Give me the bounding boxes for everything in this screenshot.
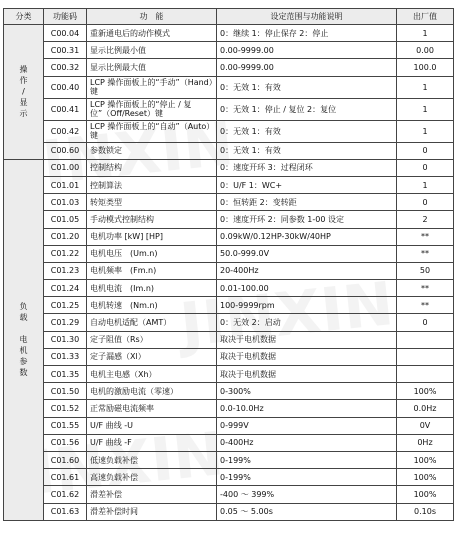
cell-setting: 0.05 ～ 5.00s (217, 503, 397, 520)
cell-code: C01.00 (44, 159, 87, 176)
table-row (4, 176, 454, 193)
cell-setting: 20-400Hz (217, 262, 397, 279)
table-row (4, 469, 454, 486)
cell-name: 滑差补偿时间 (87, 503, 217, 520)
table-row (4, 42, 454, 59)
cell-name: LCP 操作面板上的“自动”（Auto）键 (87, 120, 217, 142)
table-row (4, 451, 454, 468)
table-row (4, 211, 454, 228)
cell-default: 1 (397, 25, 454, 42)
cell-name: 参数锁定 (87, 142, 217, 159)
cell-code: C01.01 (44, 176, 87, 193)
cell-setting: 0：恒转距 2：变转距 (217, 194, 397, 211)
header-default: 出厂值 (397, 9, 454, 25)
cell-name: 高速负载补偿 (87, 469, 217, 486)
cell-code: C00.32 (44, 59, 87, 76)
table-body (4, 25, 454, 521)
cell-code: C01.52 (44, 400, 87, 417)
cell-setting: 0：无效 1：有效 (217, 76, 397, 98)
cell-default: 0Hz (397, 434, 454, 451)
cell-default: 100% (397, 469, 454, 486)
table-row (4, 59, 454, 76)
cell-setting: 0-400Hz (217, 434, 397, 451)
table-row (4, 25, 454, 42)
table-row (4, 228, 454, 245)
table-row (4, 297, 454, 314)
cell-default: 1 (397, 120, 454, 142)
cell-code: C01.03 (44, 194, 87, 211)
cell-name: 电机主电感（Xh） (87, 366, 217, 383)
cell-setting: 0.0-10.0Hz (217, 400, 397, 417)
parameter-table (3, 8, 454, 521)
cell-code: C01.55 (44, 417, 87, 434)
cell-setting: 0：U/F 1：WC+ (217, 176, 397, 193)
cell-name: 转矩类型 (87, 194, 217, 211)
category-char: 载 (19, 313, 28, 323)
table-row (4, 120, 454, 142)
table-row (4, 142, 454, 159)
cell-default: ** (397, 245, 454, 262)
header-setting: 设定范围与功能说明 (217, 9, 397, 25)
cell-setting: 0.00-9999.00 (217, 59, 397, 76)
cell-code: C01.50 (44, 383, 87, 400)
cell-code: C01.62 (44, 486, 87, 503)
cell-name: U/F 曲线 -U (87, 417, 217, 434)
table-row (4, 280, 454, 297)
cell-default: ** (397, 297, 454, 314)
table-row (4, 383, 454, 400)
cell-default: 1 (397, 98, 454, 120)
cell-name: 滑差补偿 (87, 486, 217, 503)
cell-code: C01.63 (44, 503, 87, 520)
cell-setting: 0-300% (217, 383, 397, 400)
cell-setting: 0：无效 2：启动 (217, 314, 397, 331)
cell-setting: 0-199% (217, 451, 397, 468)
cell-default: 0.00 (397, 42, 454, 59)
cell-code: C00.40 (44, 76, 87, 98)
cell-default: 1 (397, 76, 454, 98)
cell-setting: 0：速度开环 3：过程闭环 (217, 159, 397, 176)
cell-default: 0.0Hz (397, 400, 454, 417)
table-row (4, 76, 454, 98)
cell-default: 100% (397, 486, 454, 503)
table-row (4, 262, 454, 279)
cell-setting: 取决于电机数据 (217, 348, 397, 365)
header-function: 功 能 (87, 9, 217, 25)
cell-name: 显示比例最小值 (87, 42, 217, 59)
cell-name: 电机频率 (Fm.n) (87, 262, 217, 279)
table-row (4, 194, 454, 211)
cell-name: 低速负载补偿 (87, 451, 217, 468)
table-row (4, 331, 454, 348)
cell-code: C01.05 (44, 211, 87, 228)
table-row (4, 366, 454, 383)
category-char: 作 (19, 76, 28, 86)
cell-setting: 0：无效 1：有效 (217, 120, 397, 142)
cell-name: 定子漏感（Xl） (87, 348, 217, 365)
category-cell (4, 25, 44, 160)
cell-code: C01.23 (44, 262, 87, 279)
table-row (4, 98, 454, 120)
category-char: 负 (19, 302, 28, 312)
cell-code: C00.31 (44, 42, 87, 59)
category-char (4, 323, 43, 334)
cell-setting: 100-9999rpm (217, 297, 397, 314)
cell-setting: 0-999V (217, 417, 397, 434)
cell-setting: 50.0-999.0V (217, 245, 397, 262)
cell-name: LCP 操作面板上的“手动”（Hand）键 (87, 76, 217, 98)
cell-setting: 0-199% (217, 469, 397, 486)
cell-code: C01.60 (44, 451, 87, 468)
table-row (4, 159, 454, 176)
cell-code: C01.29 (44, 314, 87, 331)
cell-setting: 0.00-9999.00 (217, 42, 397, 59)
cell-default: 100% (397, 383, 454, 400)
table-header-row (4, 9, 454, 25)
cell-code: C01.24 (44, 280, 87, 297)
cell-default: 0 (397, 314, 454, 331)
cell-name: 电机电流 (Im.n) (87, 280, 217, 297)
cell-name: 正常励磁电流频率 (87, 400, 217, 417)
cell-default: 100.0 (397, 59, 454, 76)
cell-setting: 0：速度开环 2：同参数 1-00 设定 (217, 211, 397, 228)
cell-setting: 取决于电机数据 (217, 331, 397, 348)
table-row (4, 486, 454, 503)
cell-code: C00.60 (44, 142, 87, 159)
cell-default: 1 (397, 176, 454, 193)
cell-setting: -400 ～ 399% (217, 486, 397, 503)
cell-name: 显示比例最大值 (87, 59, 217, 76)
cell-name: 控制结构 (87, 159, 217, 176)
category-char: 示 (19, 109, 28, 119)
cell-setting: 0.09kW/0.12HP-30kW/40HP (217, 228, 397, 245)
cell-name: U/F 曲线 -F (87, 434, 217, 451)
cell-code: C01.25 (44, 297, 87, 314)
cell-default (397, 331, 454, 348)
header-code: 功能码 (44, 9, 87, 25)
cell-default: 0 (397, 159, 454, 176)
header-category: 分类 (4, 9, 44, 25)
cell-code: C01.33 (44, 348, 87, 365)
cell-default: 2 (397, 211, 454, 228)
cell-name: 定子阻值（Rs） (87, 331, 217, 348)
table-row (4, 348, 454, 365)
cell-name: 电机电压 (Um.n) (87, 245, 217, 262)
cell-default (397, 366, 454, 383)
category-cell (4, 159, 44, 520)
category-char: 数 (19, 368, 28, 378)
cell-name: 手动模式控制结构 (87, 211, 217, 228)
cell-name: 重新通电后的动作模式 (87, 25, 217, 42)
cell-setting: 0.01-100.00 (217, 280, 397, 297)
table-row (4, 434, 454, 451)
category-char: / (22, 87, 25, 97)
cell-setting: 取决于电机数据 (217, 366, 397, 383)
cell-default: ** (397, 228, 454, 245)
cell-code: C01.20 (44, 228, 87, 245)
cell-code: C01.56 (44, 434, 87, 451)
table-row (4, 503, 454, 520)
cell-default (397, 348, 454, 365)
cell-code: C00.04 (44, 25, 87, 42)
cell-code: C01.22 (44, 245, 87, 262)
category-char: 参 (19, 357, 28, 367)
cell-default: 0 (397, 194, 454, 211)
cell-name: 电机功率 [kW] [HP] (87, 228, 217, 245)
category-char: 机 (19, 346, 28, 356)
category-char: 操 (19, 65, 28, 75)
cell-code: C01.35 (44, 366, 87, 383)
table-row (4, 400, 454, 417)
cell-default: 100% (397, 451, 454, 468)
cell-default: 0.10s (397, 503, 454, 520)
cell-code: C01.30 (44, 331, 87, 348)
cell-code: C01.61 (44, 469, 87, 486)
category-char: 显 (19, 98, 28, 108)
cell-code: C00.41 (44, 98, 87, 120)
table-row (4, 417, 454, 434)
cell-default: 0 (397, 142, 454, 159)
cell-name: 电机的激励电流（零速） (87, 383, 217, 400)
cell-setting: 0：无效 1：有效 (217, 142, 397, 159)
table-row (4, 245, 454, 262)
category-char: 电 (19, 335, 28, 345)
table-row (4, 314, 454, 331)
cell-name: 自动电机适配（AMT） (87, 314, 217, 331)
cell-setting: 0：无效 1：停止 / 复位 2：复位 (217, 98, 397, 120)
cell-default: ** (397, 280, 454, 297)
cell-code: C00.42 (44, 120, 87, 142)
cell-name: LCP 操作面板上的“停止 / 复位”（Off/Reset）键 (87, 98, 217, 120)
cell-default: 50 (397, 262, 454, 279)
cell-name: 电机转速 (Nm.n) (87, 297, 217, 314)
cell-name: 控制算法 (87, 176, 217, 193)
cell-setting: 0：继续 1：停止保存 2：停止 (217, 25, 397, 42)
cell-default: 0V (397, 417, 454, 434)
